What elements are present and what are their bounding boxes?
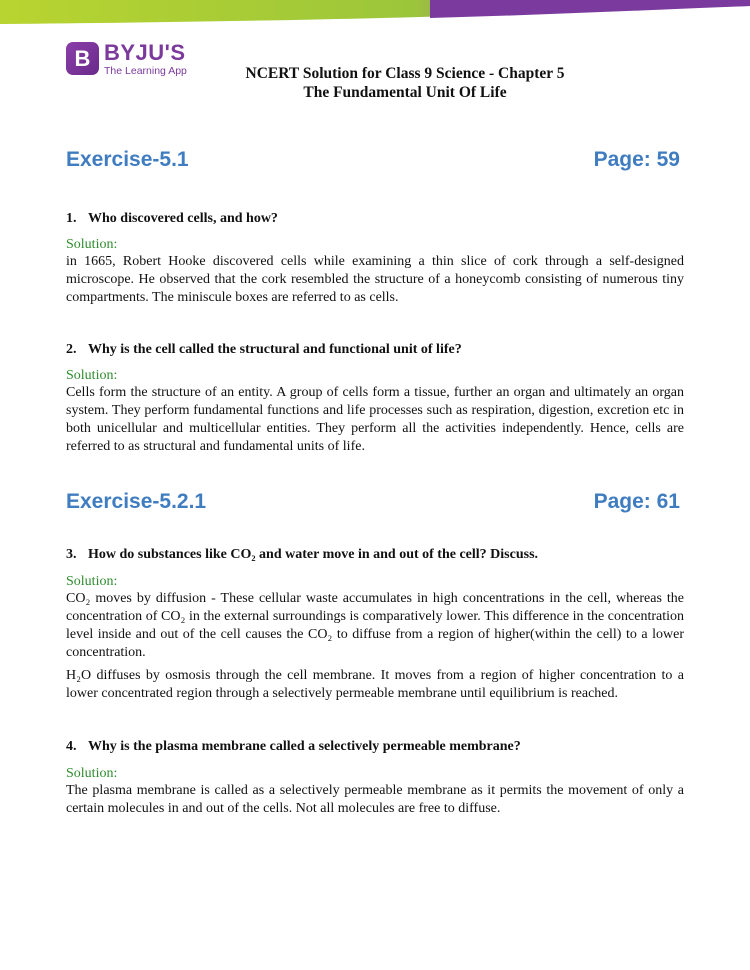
logo-mark: B (66, 42, 99, 75)
exercise-title: Exercise-5.2.1 (66, 490, 207, 513)
top-decorative-band (0, 0, 750, 24)
solution-label: Solution: (66, 368, 118, 383)
question-4: 4. Why is the plasma membrane called a selectively permeable membrane? (66, 739, 521, 754)
question-2: 2. Why is the cell called the structural and functional unit of life? (66, 342, 462, 357)
exercise-page: Page: 61 (593, 490, 680, 513)
solution-label: Solution: (66, 237, 118, 252)
exercise-title: Exercise-5.1 (66, 148, 189, 171)
logo-wordmark: BYJU'S (104, 40, 186, 65)
logo-tagline: The Learning App (104, 65, 187, 77)
question-1: 1. Who discovered cells, and how? (66, 211, 278, 226)
exercise-page: Page: 59 (593, 148, 680, 171)
document-title: NCERT Solution for Class 9 Science - Chapter 5 The Fundamental Unit Of Life (245, 65, 565, 101)
answer-2: Cells form the structure of an entity. A group of cells form a tissue, further an organ and ultimately an organ system. They perform fundamental functions and life processes such as respiration, digestion, excretion etc in both unicellular and multicellular entities. They perform all the activities independently. Hence, cells are referred to as structural and fundamental units of life. (66, 385, 684, 454)
answer-3-paragraph-1: CO₂ moves by diffusion - These cellular waste accumulates in high concentrations in the cell, whereas the concentration of CO₂ in the external surroundings is comparatively lower. This difference in the concentration level inside and out of the cell causes the CO₂ to diffuse from a region of higher(within the cell) to a lower concentration. (66, 591, 684, 660)
question-3: 3. How do substances like CO₂ and water move in and out of the cell? Discuss. (66, 547, 539, 562)
answer-3-paragraph-2: H₂O diffuses by osmosis through the cell membrane. It moves from a region of higher concentration to a lower concentrated region through a selectively permeable membrane until equilibrium is reached. (66, 668, 684, 701)
solution-label: Solution: (66, 574, 118, 589)
solution-label: Solution: (66, 766, 118, 781)
byjus-logo (66, 42, 187, 77)
answer-1: in 1665, Robert Hooke discovered cells while examining a thin slice of cork through a self-designed microscope. He observed that the cork resembled the structure of a honeycomb consisting of numerous tiny compartments. The miniscule boxes are referred to as cells. (66, 254, 684, 305)
answer-4: The plasma membrane is called as a selectively permeable membrane as it permits the movement of only a certain molecules in and out of the cells. Not all molecules are free to diffuse. (66, 783, 684, 816)
